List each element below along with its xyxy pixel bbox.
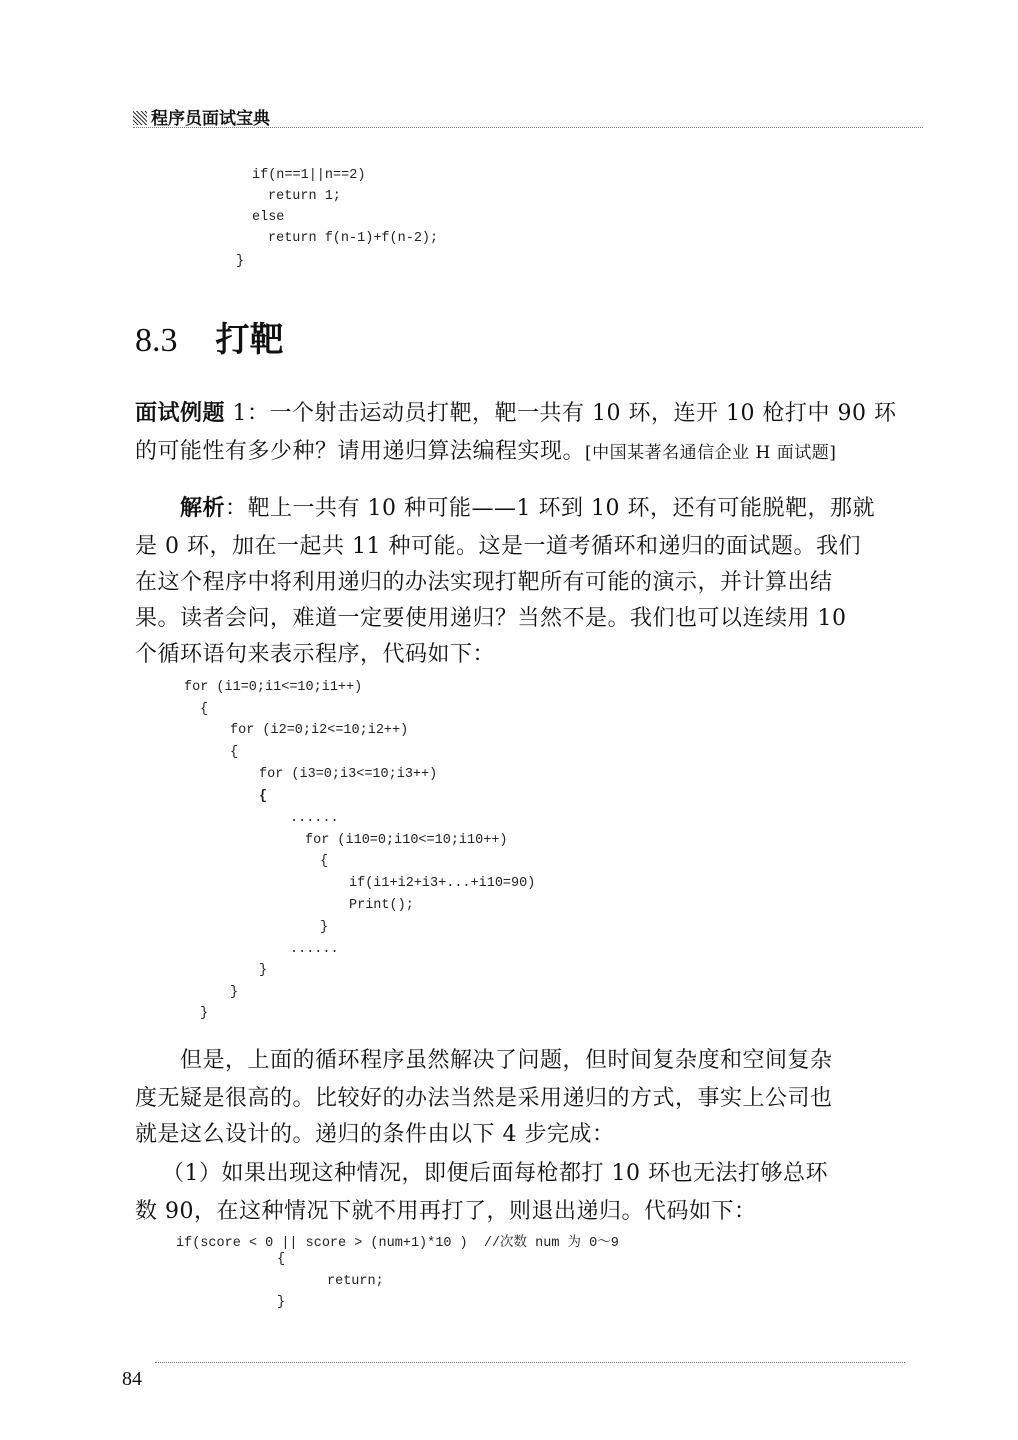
question-text: 的可能性有多少种？请用递归算法编程实现。 — [135, 439, 586, 464]
code-line: return 1; — [268, 189, 341, 204]
page-number: 84 — [122, 1368, 142, 1390]
code-line: for (i10=0;i10<=10;i10++) — [305, 833, 508, 848]
code-line: { — [320, 854, 329, 869]
code-line: } — [277, 1295, 286, 1310]
code-line: Print(); — [349, 898, 414, 913]
paragraph-line: 度无疑是很高的。比较好的办法当然是采用递归的方式，事实上公司也 — [135, 1086, 833, 1111]
code-line: } — [236, 254, 245, 269]
code-line: } — [230, 985, 239, 1000]
paragraph-line: 数 90，在这种情况下就不用再打了，则退出递归。代码如下： — [135, 1199, 757, 1224]
paragraph-line: 就是这么设计的。递归的条件由以下 4 步完成： — [135, 1122, 615, 1147]
analysis-line — [180, 491, 875, 522]
code-line: { — [277, 1252, 286, 1267]
code-line: } — [320, 920, 329, 935]
code-line: for (i2=0;i2<=10;i2++) — [230, 723, 409, 738]
code-line: ...... — [290, 942, 339, 957]
code-line: { — [200, 702, 209, 717]
code-line: if(i1+i2+i3+...+i10=90) — [349, 876, 536, 891]
code-line: return f(n-1)+f(n-2); — [268, 231, 439, 246]
code-line: return; — [327, 1274, 384, 1289]
analysis-line: 个循环语句来表示程序，代码如下： — [135, 642, 496, 667]
header-pattern-icon — [133, 111, 147, 125]
code-line: ...... — [290, 811, 339, 826]
analysis-line: 在这个程序中将利用递归的办法实现打靶所有可能的演示，并计算出结 — [135, 570, 833, 595]
analysis-text: ：靶上一共有 10 种可能——1 环到 10 环，还有可能脱靶，那就 — [225, 496, 875, 521]
section-number: 8.3 — [135, 322, 178, 359]
analysis-line: 是 0 环，加在一起共 11 种可能。这是一道考循环和递归的面试题。我们 — [135, 534, 861, 559]
paragraph-line: 但是，上面的循环程序虽然解决了问题，但时间复杂度和空间复杂 — [180, 1048, 833, 1073]
analysis-line: 果。读者会问，难道一定要使用递归？当然不是。我们也可以连续用 10 — [135, 606, 847, 631]
code-line: { — [259, 789, 268, 804]
book-title: 程序员面试宝典 — [151, 109, 270, 129]
footer-rule — [155, 1362, 905, 1363]
section-heading — [135, 312, 284, 361]
section-title: 打靶 — [215, 320, 284, 360]
running-header — [133, 104, 270, 129]
header-rule — [133, 127, 923, 128]
code-line: } — [259, 963, 268, 978]
code-line: if(score < 0 || score > (num+1)*10 ) //次数 num 为 0～9 — [176, 1236, 619, 1251]
code-line: if(n==1||n==2) — [252, 168, 366, 183]
code-line: else — [252, 210, 285, 225]
question-label: 面试例题 — [135, 400, 226, 426]
question-source: [中国某著名通信企业 H 面试题] — [585, 443, 837, 463]
analysis-label: 解析 — [180, 495, 226, 521]
code-line: } — [200, 1006, 209, 1021]
code-line: for (i1=0;i1<=10;i1++) — [184, 680, 363, 695]
code-line: for (i3=0;i3<=10;i3++) — [259, 767, 438, 782]
question-text: 1：一个射击运动员打靶，靶一共有 10 环，连开 10 枪打中 90 环 — [225, 401, 897, 426]
question-line — [135, 396, 896, 427]
paragraph-line: （1）如果出现这种情况，即便后面每枪都打 10 环也无法打够总环 — [162, 1161, 828, 1186]
question-line — [135, 434, 836, 465]
code-line: { — [230, 745, 239, 760]
